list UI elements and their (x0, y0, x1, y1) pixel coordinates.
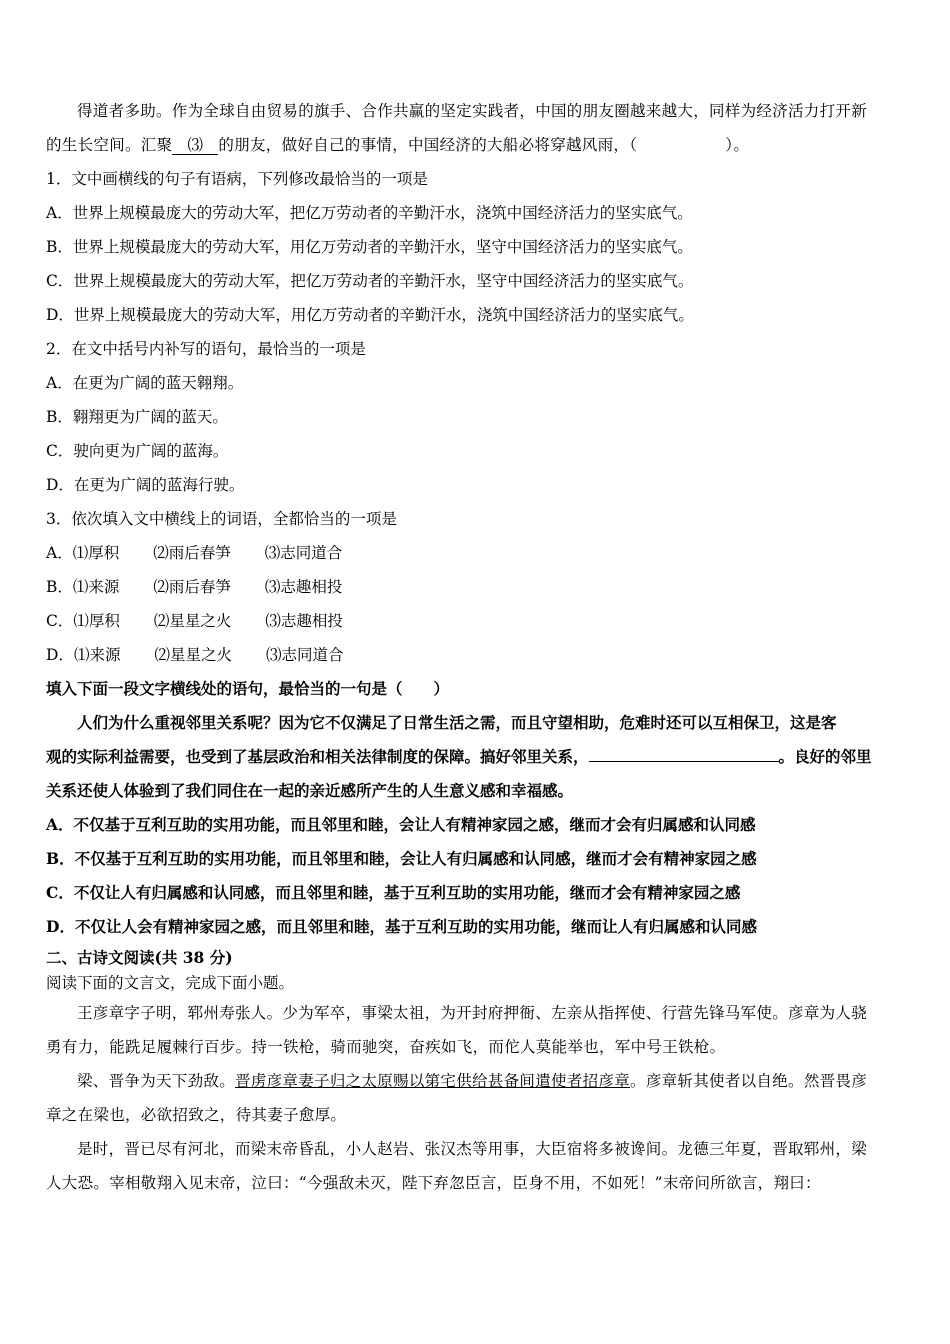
option-letter: A． (46, 544, 73, 562)
option-part: ⑵雨后春笋 (153, 544, 231, 562)
option-b: B．翱翔更为广阔的蓝天。 (46, 408, 228, 426)
passage-line: 人大恐。宰相敬翔入见末帝，泣曰：“今强敌未灭，陛下弃忽臣言，臣身不用，不如死！”末帝问所欲言，翔曰： (46, 1174, 821, 1192)
answer-blank-3: ⑶ (172, 136, 218, 155)
answer-blank (589, 761, 779, 762)
option-part: ⑵星星之火 (153, 612, 232, 630)
option-letter: D． (46, 917, 75, 936)
option-b (46, 570, 904, 604)
passage-line: 是时，晋已尽有河北，而梁末帝昏乱，小人赵岩、张汉杰等用事，大臣宿将多被谗间。龙德三年夏，晋取郓州，梁 (77, 1140, 868, 1158)
underlined-sentence: 晋虏彦章妻子归之太原赐以第宅供给甚备间遣使者招彦章 (235, 1072, 631, 1090)
passage-line (46, 128, 904, 162)
option-part: ⑴来源 (73, 646, 121, 664)
question-1 (46, 162, 904, 332)
text-span: 。良好的邻里 (778, 747, 872, 766)
option-letter: C． (46, 883, 74, 902)
option-text: 不仅基于互利互助的实用功能，而且邻里和睦，会让人有归属感和认同感，继而才会有精神家园之感 (74, 849, 757, 868)
text-span: 的生长空间。汇聚 (46, 136, 173, 154)
classical-text (46, 996, 904, 1200)
option-c (46, 604, 904, 638)
option-text: 不仅让人有归属感和认同感，而且邻里和睦，基于互利互助的实用功能，继而才会有精神家园之感 (73, 883, 741, 902)
option-d: D．世界上规模最庞大的劳动大军，用亿万劳动者的辛勤汗水，浇筑中国经济活力的坚实底气。 (46, 306, 694, 324)
option-letter: A． (46, 815, 74, 834)
section-2 (46, 946, 904, 1200)
passage-line (46, 1064, 904, 1098)
option-part: ⑴来源 (72, 578, 120, 596)
passage-line: 王彦章字子明，郓州寿张人。少为军卒，事梁太祖，为开封府押衙、左亲从指挥使、行营先锋马军使。彦章为人骁 (77, 1004, 868, 1022)
option-text: 不仅让人会有精神家园之感，而且邻里和睦，基于互利互助的实用功能，继而让人有归属感和认同感 (74, 917, 757, 936)
passage-line: 关系还使人体验到了我们同住在一起的亲近感所产生的人生意义感和幸福感。 (46, 781, 574, 800)
question-stem: 填入下面一段文字横线处的语句，最恰当的一句是（ ） (46, 679, 450, 698)
option-part: ⑵雨后春笋 (153, 578, 231, 596)
question-2 (46, 332, 904, 502)
option-a (46, 808, 904, 842)
option-d: D．在更为广阔的蓝海行驶。 (46, 476, 245, 494)
option-c: C．驶向更为广阔的蓝海。 (46, 442, 229, 460)
passage-line: 人们为什么重视邻里关系呢？因为它不仅满足了日常生活之需，而且守望相助，危难时还可以互相保卫，这是客 (77, 713, 837, 732)
option-c: C．世界上规模最庞大的劳动大军，把亿万劳动者的辛勤汗水，坚守中国经济活力的坚实底气。 (46, 272, 694, 290)
option-part: ⑶志趣相投 (265, 612, 343, 630)
option-d (46, 638, 904, 672)
option-letter: C． (46, 612, 74, 630)
option-letter: D． (46, 646, 74, 664)
option-c (46, 876, 904, 910)
option-a: A．世界上规模最庞大的劳动大军，把亿万劳动者的辛勤汗水，浇筑中国经济活力的坚实底气。 (46, 204, 693, 222)
option-letter: B． (46, 849, 75, 868)
option-letter: B． (46, 578, 73, 596)
question-stem: 1．文中画横线的句子有语病，下列修改最恰当的一项是 (46, 170, 428, 188)
section-instruction: 阅读下面的文言文，完成下面小题。 (46, 974, 295, 992)
section-heading: 二、古诗文阅读(共 38 分) (46, 948, 233, 967)
text-span: 梁、晋争为天下劲敌。 (77, 1072, 236, 1090)
text-span: 的朋友，做好自己的事情，中国经济的大船必将穿越风雨，（ (218, 136, 638, 154)
passage-line: 章之在梁也，必欲招致之，待其妻子愈厚。 (46, 1106, 347, 1124)
option-part: ⑵星星之火 (154, 646, 232, 664)
option-part: ⑴厚积 (73, 612, 120, 630)
text-span: 。彦章斩其使者以自绝。然晋畏彦 (630, 1072, 868, 1090)
option-d (46, 910, 904, 944)
passage-line: 勇有力，能跣足履棘行百步。持一铁枪，骑而驰突，奋疾如飞，而佗人莫能举也，军中号王铁枪。 (46, 1038, 726, 1056)
passage-line (46, 740, 904, 774)
option-part: ⑶志同道合 (264, 544, 343, 562)
option-part: ⑶志同道合 (265, 646, 344, 664)
option-b: B．世界上规模最庞大的劳动大军，用亿万劳动者的辛勤汗水，坚守中国经济活力的坚实底气。 (46, 238, 693, 256)
question-4 (46, 672, 904, 944)
passage-line: 得道者多助。作为全球自由贸易的旗手、合作共赢的坚定实践者，中国的朋友圈越来越大，同样为经济活力打开新 (77, 102, 868, 120)
text-span: ）。 (725, 136, 750, 154)
option-part: ⑴厚积 (72, 544, 120, 562)
passage-1 (46, 94, 904, 162)
option-text: 不仅基于互利互助的实用功能，而且邻里和睦，会让人有精神家园之感，继而才会有归属感和认同感 (73, 815, 756, 834)
option-a (46, 536, 904, 570)
option-a: A．在更为广阔的蓝天翱翔。 (46, 374, 244, 392)
question-stem: 2．在文中括号内补写的语句，最恰当的一项是 (46, 340, 366, 358)
option-part: ⑶志趣相投 (264, 578, 343, 596)
text-span: 观的实际利益需要，也受到了基层政治和相关法律制度的保障。搞好邻里关系， (46, 747, 589, 766)
option-b (46, 842, 904, 876)
question-3 (46, 502, 904, 672)
question-stem: 3．依次填入文中横线上的词语，全都恰当的一项是 (46, 510, 397, 528)
